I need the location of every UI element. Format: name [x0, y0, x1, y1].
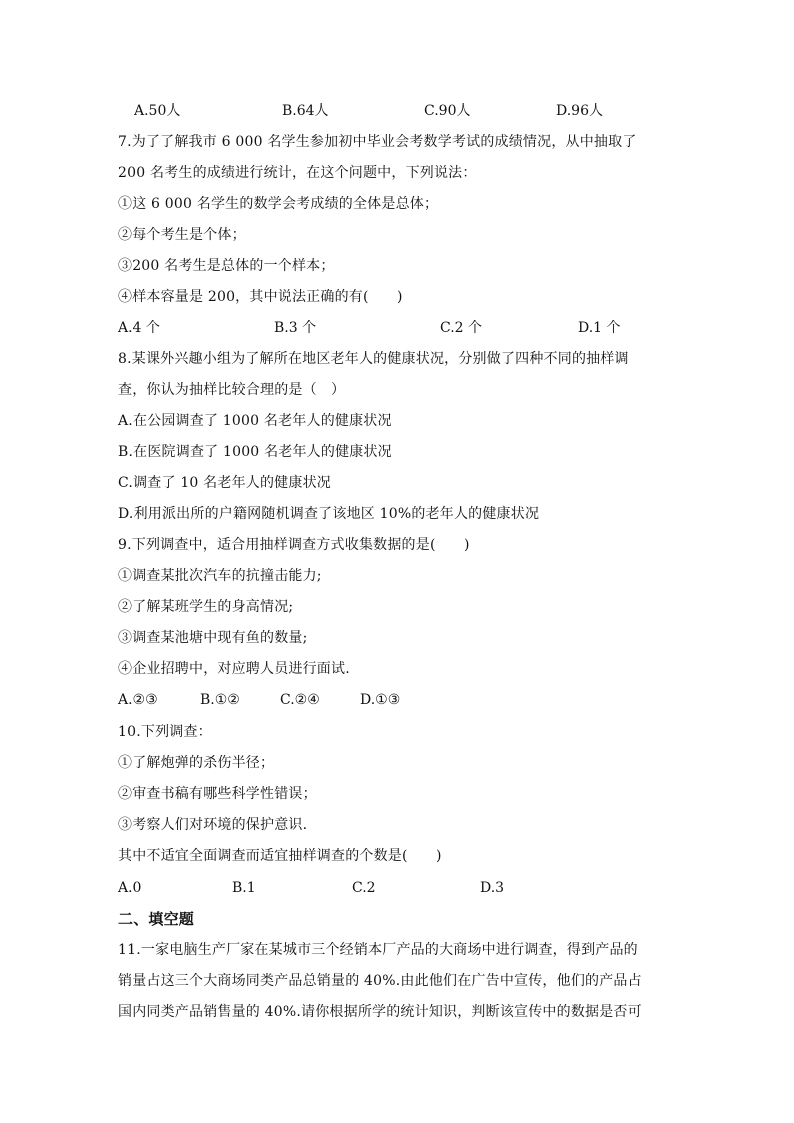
q11-line3: 国内同类产品销售量的 40%.请你根据所学的统计知识，判断该宣传中的数据是否可: [118, 1004, 642, 1020]
q7-statement-4: ④样本容量是 200，其中说法正确的有( ): [118, 289, 403, 305]
q7-option-c: C.2 个: [440, 320, 483, 336]
q10-statement-3: ③考察人们对环境的保护意识.: [118, 817, 308, 833]
q8-option-b: B.在医院调查了 1000 名老年人的健康状况: [118, 444, 392, 460]
q7-statement-3: ③200 名考生是总体的一个样本；: [118, 258, 335, 274]
q7-option-b: B.3 个: [274, 320, 317, 336]
q10-question: 其中不适宜全面调查而适宜抽样调查的个数是( ): [118, 848, 442, 864]
q11-line2: 销量占这三个大商场同类产品总销量的 40%.由此他们在广告中宣传，他们的产品占: [118, 973, 642, 989]
q7-option-a: A.4 个: [118, 320, 160, 336]
q9-statement-4: ④企业招聘中，对应聘人员进行面试.: [118, 661, 350, 677]
q8-stem-line2: 查，你认为抽样比较合理的是（ ）: [118, 382, 346, 398]
q9-option-a: A.②③: [118, 692, 158, 708]
q9-statement-1: ①调查某批次汽车的抗撞击能力;: [118, 568, 322, 584]
q7-stem-line1: 7.为了了解我市 6 000 名学生参加初中毕业会考数学考试的成绩情况，从中抽取了: [118, 134, 637, 150]
q6-option-b: B.64人: [282, 103, 329, 119]
q10-statement-1: ①了解炮弹的杀伤半径；: [118, 755, 275, 771]
q10-option-c: C.2: [352, 880, 376, 896]
q10-option-b: B.1: [232, 880, 256, 896]
q7-statement-2: ②每个考生是个体；: [118, 227, 246, 243]
q6-option-d: D.96人: [556, 103, 603, 119]
q8-option-a: A.在公园调查了 1000 名老年人的健康状况: [118, 413, 392, 429]
q6-option-c: C.90人: [424, 103, 471, 119]
q8-option-c: C.调查了 10 名老年人的健康状况: [118, 475, 331, 491]
q8-option-d: D.利用派出所的户籍网随机调查了该地区 10%的老年人的健康状况: [118, 506, 540, 522]
q10-statement-2: ②审查书稿有哪些科学性错误；: [118, 786, 317, 802]
q9-stem: 9.下列调查中，适合用抽样调查方式收集数据的是( ): [118, 537, 470, 553]
q7-stem-line2: 200 名考生的成绩进行统计，在这个问题中，下列说法：: [118, 165, 477, 181]
q10-option-a: A.0: [118, 880, 142, 896]
q7-statement-1: ①这 6 000 名学生的数学会考成绩的全体是总体；: [118, 196, 439, 212]
section-title-fill-in: 二、填空题: [118, 910, 195, 928]
q9-statement-2: ②了解某班学生的身高情况;: [118, 599, 294, 615]
q6-option-a: A.50人: [134, 103, 181, 119]
q7-option-d: D.1 个: [578, 320, 621, 336]
q8-stem-line1: 8.某课外兴趣小组为了解所在地区老年人的健康状况，分别做了四种不同的抽样调: [118, 351, 629, 367]
q9-option-d: D.①③: [360, 692, 401, 708]
q9-option-b: B.①②: [200, 692, 240, 708]
q9-option-c: C.②④: [280, 692, 320, 708]
q9-statement-3: ③调查某池塘中现有鱼的数量;: [118, 630, 308, 646]
q11-line1: 11.一家电脑生产厂家在某城市三个经销本厂产品的大商场中进行调查，得到产品的: [118, 942, 638, 958]
q10-option-d: D.3: [480, 880, 505, 896]
q10-stem: 10.下列调查：: [118, 724, 212, 740]
